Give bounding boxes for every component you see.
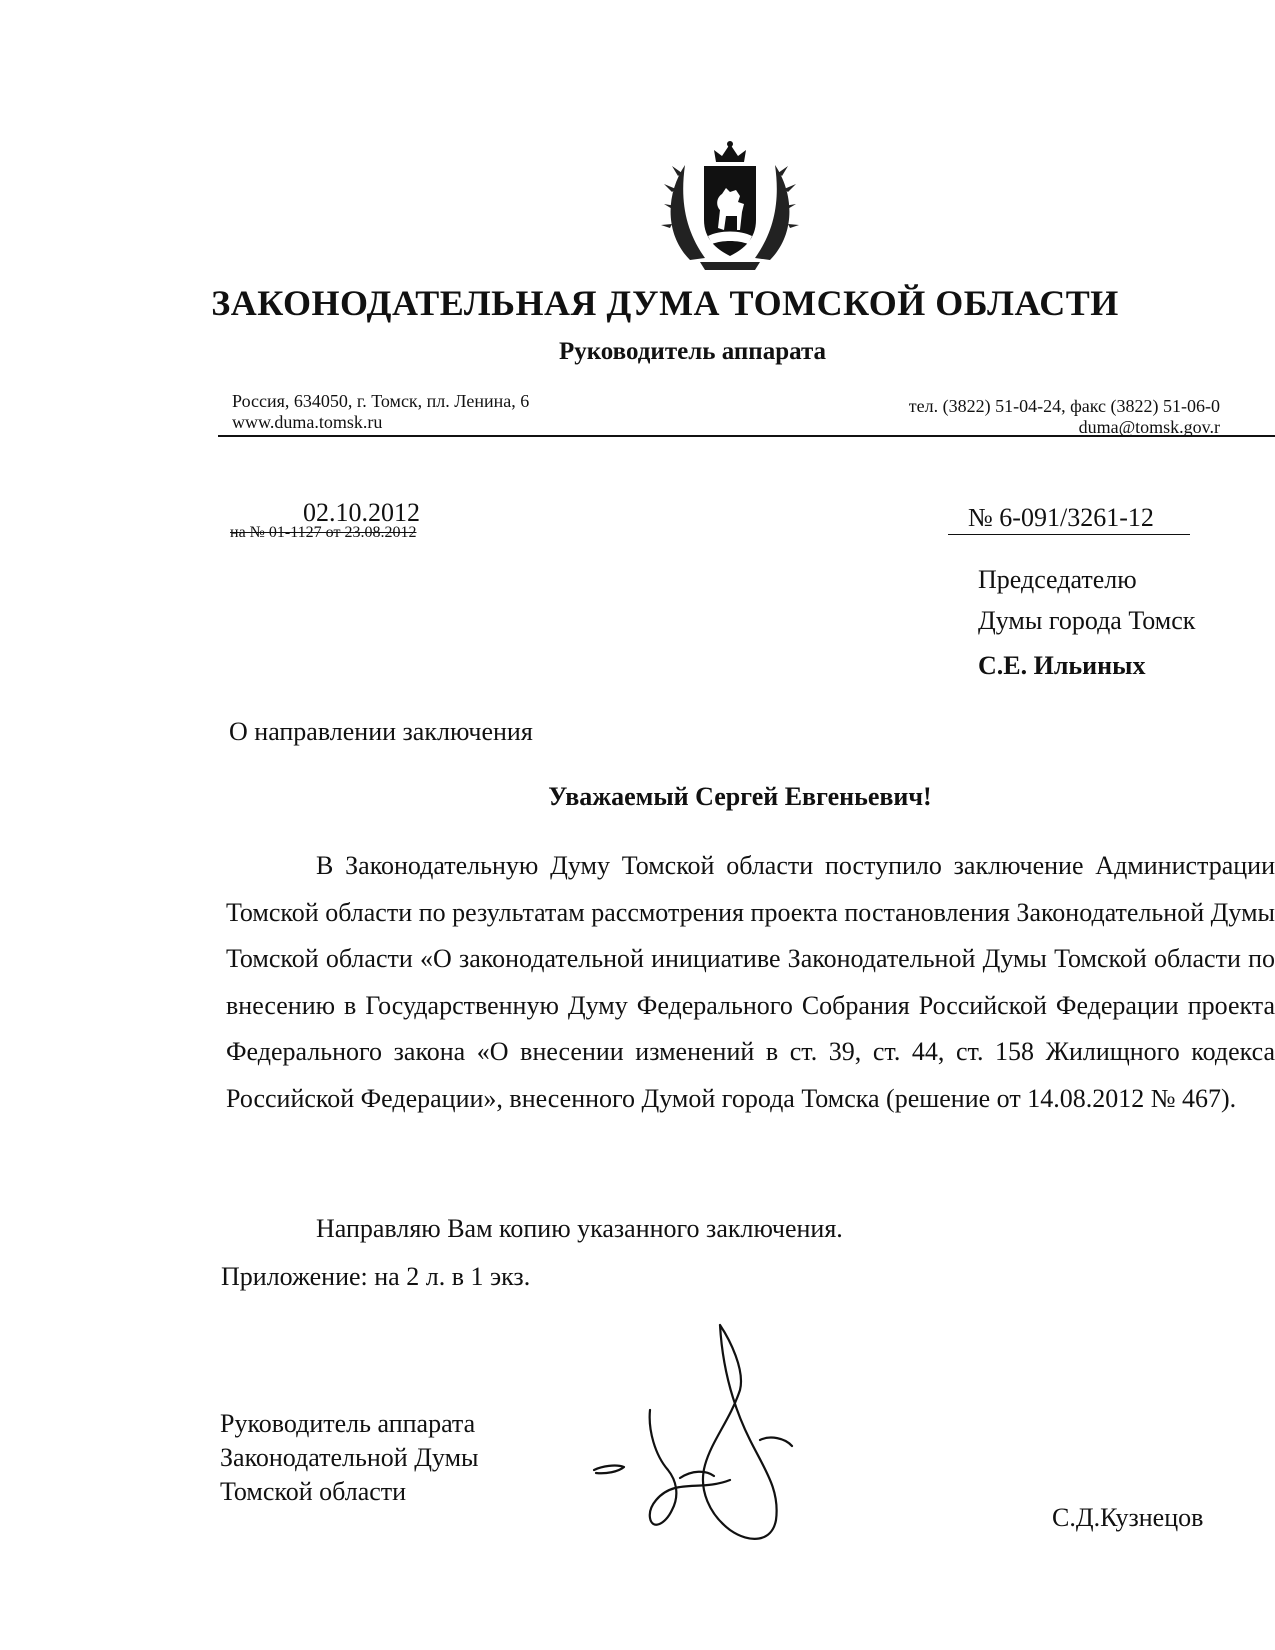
signer-title-line-3: Томской области	[220, 1477, 407, 1506]
phone-fax: тел. (3822) 51-04-24, факс (3822) 51-06-0	[908, 396, 1220, 416]
document-number: № 6-091/3261-12	[968, 503, 1154, 532]
handwritten-signature	[580, 1320, 810, 1550]
subject-line: О направлении заключения	[229, 717, 533, 746]
address-line: Россия, 634050, г. Томск, пл. Ленина, 6	[232, 391, 530, 411]
recipient-line-2: Думы города Томск	[978, 606, 1196, 635]
department-title: Руководитель аппарата	[558, 338, 827, 365]
attachment-note: Приложение: на 2 л. в 1 экз.	[221, 1262, 531, 1291]
header-divider	[218, 435, 1275, 437]
signer-name: С.Д.Кузнецов	[1052, 1503, 1204, 1532]
document-number-underline	[948, 534, 1190, 535]
letter-date: 02.10.2012	[303, 498, 420, 527]
greeting: Уважаемый Сергей Евгеньевич!	[548, 782, 932, 811]
address-block	[232, 391, 529, 433]
recipient-name: С.Е. Ильиных	[978, 651, 1146, 680]
website: www.duma.tomsk.ru	[232, 412, 383, 432]
recipient-block	[978, 559, 1275, 641]
body-paragraph: В Законодательную Думу Томской области поступило заключение Администрации Томской области по результатам рассмотрения проекта постановления Законодательной Думы Томской области «О законодательной инициативе Законодательной Думы Томской области по внесению в Государственную Думу Федерального Собрания Российской Федерации проекта Федерального закона «О внесении изменений в ст. 39, ст. 44, ст. 158 Жилищного кодекса Российской Федерации», внесенного Думой города Томска (решение от 14.08.2012 № 467).	[226, 851, 1275, 1113]
signer-title-line-2: Законодательной Думы	[220, 1443, 479, 1472]
organization-title: ЗАКОНОДАТЕЛЬНАЯ ДУМА ТОМСКОЙ ОБЛАСТИ	[211, 283, 1119, 323]
forward-note: Направляю Вам копию указанного заключения.	[316, 1214, 843, 1243]
signer-title	[220, 1407, 479, 1509]
recipient-line-1: Председателю	[978, 565, 1137, 594]
reference-struck: на № 01-1127 от 23.08.2012	[230, 524, 417, 541]
signer-title-line-1: Руководитель аппарата	[220, 1409, 476, 1438]
contacts-block	[600, 396, 1220, 438]
email: duma@tomsk.gov.r	[1078, 417, 1220, 437]
coat-of-arms-tomsk-icon	[660, 140, 800, 275]
